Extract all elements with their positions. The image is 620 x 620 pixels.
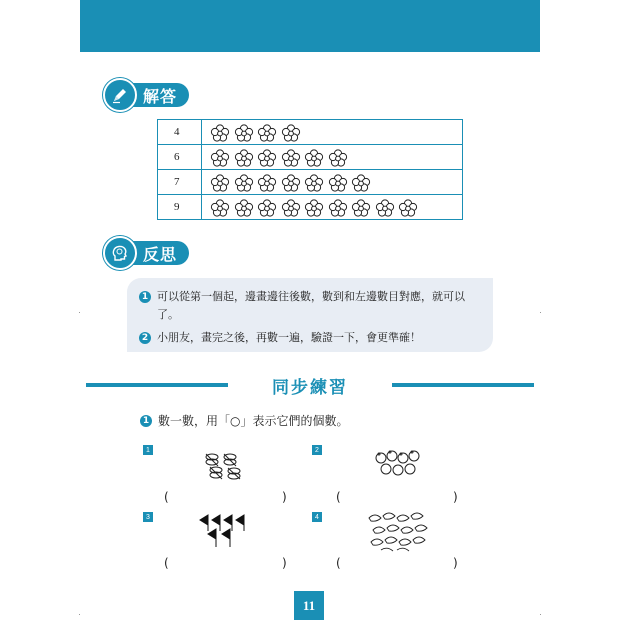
flower-cell <box>202 145 463 170</box>
flower-icon <box>257 174 277 192</box>
crop-mark <box>540 312 541 313</box>
paren-close: ) <box>453 556 458 570</box>
paren-open: ( <box>164 556 169 570</box>
reflection-text: 小朋友，畫完之後，再數一遍，驗證一下，會更準確！ <box>157 331 421 344</box>
item-number: 1 <box>139 291 151 303</box>
title-bar-right <box>392 383 534 387</box>
answer-row <box>158 120 463 145</box>
flower-icon <box>281 174 301 192</box>
reflection-text: 可以從第一個起，邊畫邊往後數，數到和左邊數目對應，就可以了。 <box>157 290 465 321</box>
exercise-number: 1 <box>143 445 153 455</box>
reflection-item <box>139 329 481 347</box>
paren-open: ( <box>336 490 341 504</box>
question-text: 數一數，用「○」表示它們的個數。 <box>158 414 349 428</box>
crop-mark <box>79 614 80 615</box>
practice-section-title: 同步練習 <box>272 378 348 398</box>
flower-icon <box>210 124 230 142</box>
flower-cell <box>202 120 463 145</box>
frog-icon <box>375 448 421 478</box>
practice-question <box>140 412 348 429</box>
flower-icon <box>257 199 277 217</box>
flower-icon <box>304 174 324 192</box>
answer-row <box>158 195 463 220</box>
dragonfly-icon <box>204 450 244 480</box>
flower-icon <box>257 124 277 142</box>
crop-mark <box>79 312 80 313</box>
header-band <box>80 0 540 52</box>
paren-close: ) <box>282 556 287 570</box>
flower-icon <box>281 149 301 167</box>
flower-icon <box>351 199 371 217</box>
answer-number: 9 <box>158 195 202 220</box>
answer-row <box>158 145 463 170</box>
reflection-section-title: 反思 <box>129 241 189 265</box>
exercise-number: 4 <box>312 512 322 522</box>
flower-icon <box>375 199 395 217</box>
answer-number: 4 <box>158 120 202 145</box>
flower-icon <box>304 199 324 217</box>
answer-row <box>158 170 463 195</box>
flower-cell <box>202 195 463 220</box>
item-number: 2 <box>139 332 151 344</box>
answer-section-title: 解答 <box>129 83 189 107</box>
brain-head-icon <box>103 236 137 270</box>
reflection-section-badge <box>103 236 189 270</box>
flower-icon <box>234 174 254 192</box>
flower-icon <box>210 174 230 192</box>
title-bar-left <box>86 383 228 387</box>
flower-icon <box>398 199 418 217</box>
question-number: 1 <box>140 415 152 427</box>
flower-icon <box>328 149 348 167</box>
flower-icon <box>210 199 230 217</box>
exercise-number: 3 <box>143 512 153 522</box>
answer-section-badge <box>103 78 189 112</box>
paren-close: ) <box>453 490 458 504</box>
flower-cell <box>202 170 463 195</box>
answer-number: 6 <box>158 145 202 170</box>
flower-icon <box>234 149 254 167</box>
paren-close: ) <box>282 490 287 504</box>
flower-icon <box>351 174 371 192</box>
page-number: 11 <box>294 591 324 620</box>
pen-icon <box>103 78 137 112</box>
flower-icon <box>304 149 324 167</box>
answer-number: 7 <box>158 170 202 195</box>
flower-icon <box>257 149 277 167</box>
exercise-number: 2 <box>312 445 322 455</box>
crop-mark <box>540 614 541 615</box>
paren-open: ( <box>336 556 341 570</box>
flower-icon <box>281 124 301 142</box>
reflection-item <box>139 288 481 324</box>
paren-open: ( <box>164 490 169 504</box>
answer-table <box>157 119 463 220</box>
flag-icon <box>198 513 248 549</box>
flower-icon <box>328 199 348 217</box>
bird-icon <box>367 510 429 554</box>
flower-icon <box>210 149 230 167</box>
flower-icon <box>281 199 301 217</box>
flower-icon <box>234 199 254 217</box>
reflection-box <box>127 278 493 352</box>
flower-icon <box>234 124 254 142</box>
flower-icon <box>328 174 348 192</box>
